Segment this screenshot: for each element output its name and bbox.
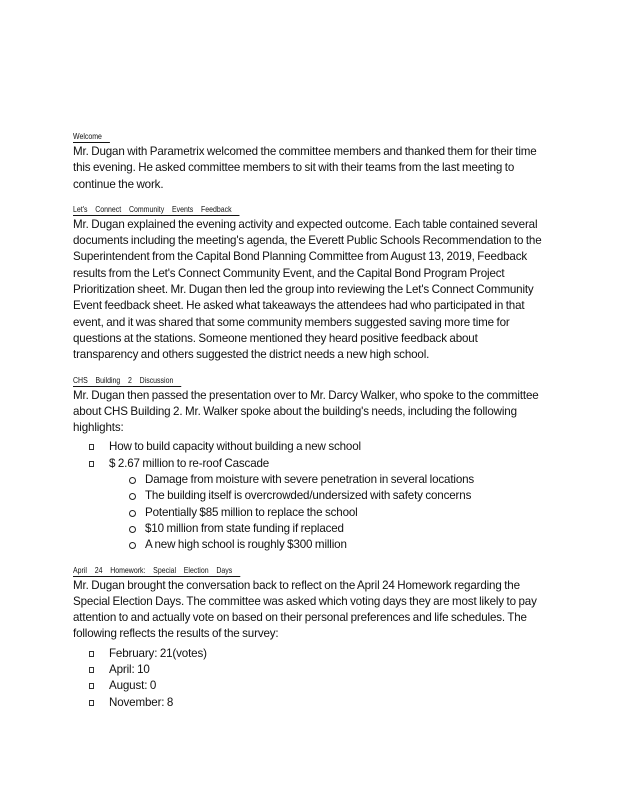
square-bullet-icon <box>89 461 94 467</box>
list-item <box>73 678 543 694</box>
circle-bullet-icon <box>129 477 136 484</box>
square-bullet-icon <box>89 700 94 706</box>
sub-list-item <box>73 488 543 504</box>
section-heading: CHS Building 2 Discussion <box>73 375 182 387</box>
section-heading: April 24 Homework: Special Election Days <box>73 565 240 577</box>
circle-bullet-icon <box>129 510 136 517</box>
section-paragraph: Mr. Dugan then passed the presentation over to Mr. Darcy Walker, who spoke to the committee about CHS Building 2. Mr. Walker spoke about the building's needs, including the following highlights: <box>73 388 539 435</box>
list-item <box>73 439 543 455</box>
list-item-text: How to build capacity without building a new school <box>109 440 361 454</box>
section-chs-building-2 <box>73 370 543 554</box>
section-lets-connect-feedback <box>73 199 543 364</box>
bullet-list <box>73 439 543 472</box>
section-welcome <box>73 126 543 193</box>
square-bullet-icon <box>89 683 94 689</box>
list-item <box>73 646 543 662</box>
circle-bullet-icon <box>129 542 136 549</box>
sub-list-item <box>73 537 543 553</box>
section-heading: Let's Connect Community Events Feedback <box>73 204 240 216</box>
document-page <box>73 126 543 711</box>
list-item <box>73 456 543 472</box>
bullet-list <box>73 646 543 711</box>
section-paragraph: Mr. Dugan with Parametrix welcomed the committee members and thanked them for their time this evening. He asked committee members to sit with their teams from the last meeting to continue the work. <box>73 145 537 191</box>
circle-bullet-icon <box>129 526 136 533</box>
sub-list-item-text: Potentially $85 million to replace the school <box>145 505 358 519</box>
sub-list-item-text: A new high school is roughly $300 million <box>145 538 347 552</box>
sub-bullet-list <box>73 472 543 553</box>
section-paragraph: Mr. Dugan explained the evening activity and expected outcome. Each table contained several documents including the meeting's agenda, the Everett Public Schools Recommendation to the Superintendent from the Capital Bond Planning Committee from August 13, 2019, Feedback results from the Let's Connect Community Event, and the Capital Bond Program Project Prioritization sheet. Mr. Dugan then led the group into reviewing the Let's Connect Community Event feedback sheet. He asked what takeaways the attendees had who participated in that event, and it was shared that some community members suggested saving more time for questions at the stations. Someone mentioned they heard positive feedback about transparency and others suggested the district needs a new high school. <box>73 217 542 362</box>
list-item-text: February: 21(votes) <box>109 646 207 660</box>
sub-list-item-text: The building itself is overcrowded/undersized with safety concerns <box>145 489 472 503</box>
sub-list-item-text: Damage from moisture with severe penetration in several locations <box>145 473 475 487</box>
circle-bullet-icon <box>129 493 136 500</box>
list-item-text: April: 10 <box>109 663 150 677</box>
list-item-text: November: 8 <box>109 695 174 709</box>
section-paragraph: Mr. Dugan brought the conversation back to reflect on the April 24 Homework regarding the Special Election Days. The committee was asked which voting days they are most likely to pay attention to and actually vote on based on their personal preferences and life schedules. The following reflects the results of the survey: <box>73 578 537 641</box>
square-bullet-icon <box>89 444 94 450</box>
sub-list-item <box>73 505 543 521</box>
list-item-text: August: 0 <box>109 679 157 693</box>
square-bullet-icon <box>89 651 94 657</box>
list-item-text: $ 2.67 million to re-roof Cascade <box>109 456 270 470</box>
section-heading: Welcome <box>73 131 110 143</box>
sub-list-item-text: $10 million from state funding if replaced <box>145 521 344 535</box>
list-item <box>73 695 543 711</box>
section-special-election-days <box>73 560 543 711</box>
list-item <box>73 662 543 678</box>
square-bullet-icon <box>89 667 94 673</box>
sub-list-item <box>73 472 543 488</box>
sub-list-item <box>73 521 543 537</box>
